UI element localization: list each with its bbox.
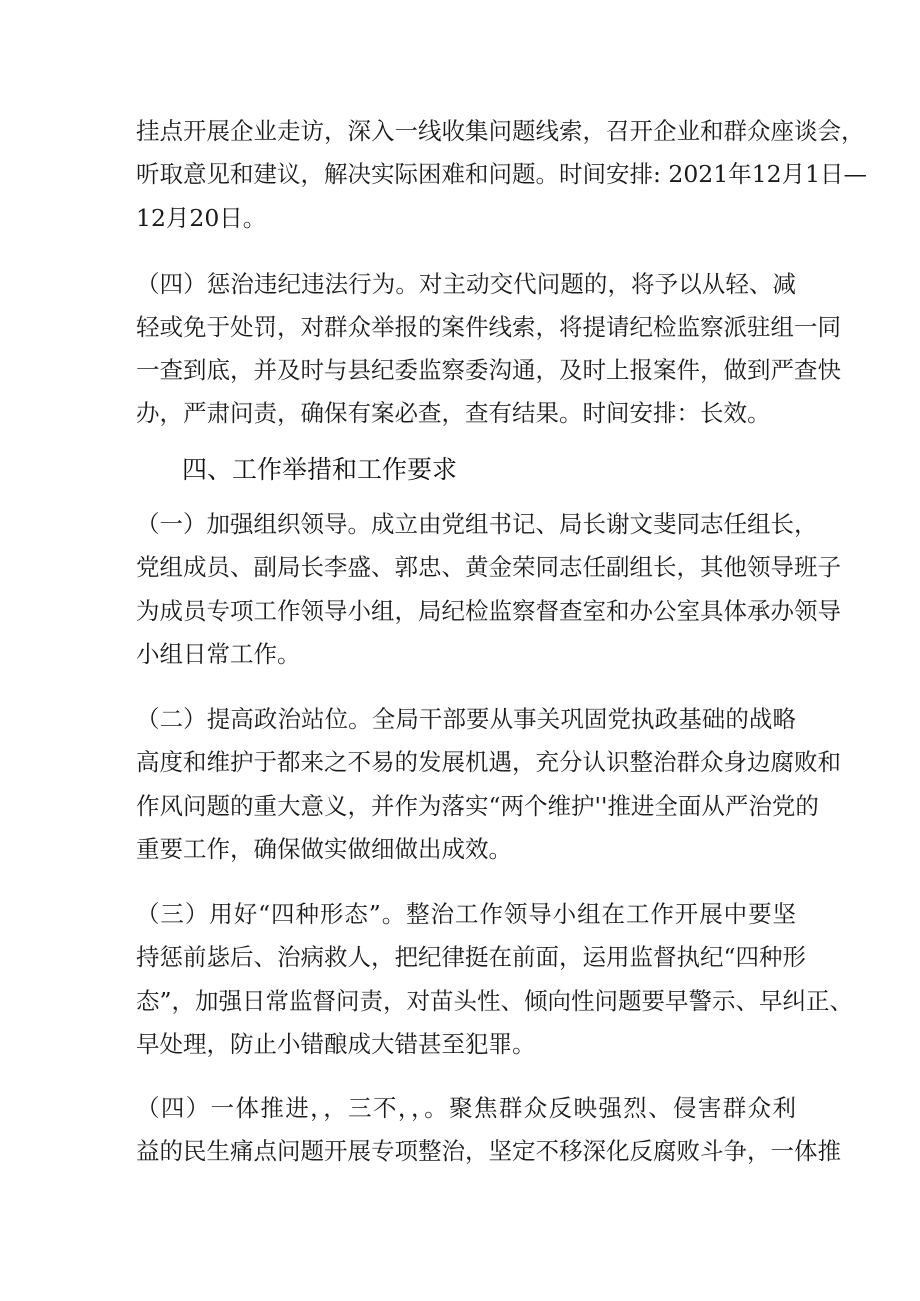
paragraph-line: 12月20日。	[136, 204, 267, 232]
paragraph-line: 党组成员、副局长李盛、郭忠、黄金荣同志任副组长，其他领导班子	[136, 553, 841, 581]
paragraph-line: 办，严肃问责，确保有案必查，查有结果。时间安排：长效。	[136, 399, 771, 427]
paragraph-line: （二）提高政治站位。全局干部要从事关巩固党执政基础的战略	[136, 705, 796, 733]
paragraph-line: （四）惩治违纪违法行为。对主动交代问题的，将予以从轻、减	[136, 270, 796, 298]
section-heading: 四、工作举措和工作要求	[182, 455, 458, 484]
paragraph-line: （四）一体推进，，三不，，。聚焦群众反映强烈、侵害群众利	[136, 1094, 796, 1122]
paragraph-line: 听取意见和建议，解决实际困难和问题。时间安排: 2021年12月1日—	[136, 160, 868, 188]
paragraph-line: 高度和维护于都来之不易的发展机遇，充分认识整治群众身边腐败和	[136, 748, 841, 776]
paragraph-line: 重要工作，确保做实做细做出成效。	[136, 835, 512, 863]
paragraph-line: 早处理，防止小错酿成大错甚至犯罪。	[136, 1030, 536, 1058]
paragraph-line: 为成员专项工作领导小组，局纪检监察督查室和办公室具体承办领导	[136, 597, 841, 625]
paragraph-line: 作风问题的重大意义，并作为落实“两个维护''推进全面从严治党的	[136, 792, 819, 820]
paragraph-line: 小组日常工作。	[136, 640, 301, 668]
paragraph-line: （三）用好“四种形态”。整治工作领导小组在工作开展中要坚	[136, 900, 796, 928]
paragraph-line: 挂点开展企业走访，深入一线收集问题线索，召开企业和群众座谈会，	[136, 117, 865, 145]
paragraph-line: 益的民生痛点问题开展专项整治，坚定不移深化反腐败斗争，一体推	[136, 1137, 841, 1165]
paragraph-line: 一查到底，并及时与县纪委监察委沟通，及时上报案件，做到严查快	[136, 356, 841, 384]
paragraph-line: 态”，加强日常监督问责，对苗头性、倾向性问题要早警示、早纠正、	[136, 987, 854, 1015]
paragraph-line: （一）加强组织领导。成立由党组书记、局长谢文斐同志任组长，	[136, 510, 818, 538]
paragraph-line: 轻或免于处罚，对群众举报的案件线索，将提请纪检监察派驻组一同	[136, 313, 841, 341]
paragraph-line: 持惩前毖后、治病救人，把纪律挺在前面，运用监督执纪“四种形	[136, 943, 807, 971]
